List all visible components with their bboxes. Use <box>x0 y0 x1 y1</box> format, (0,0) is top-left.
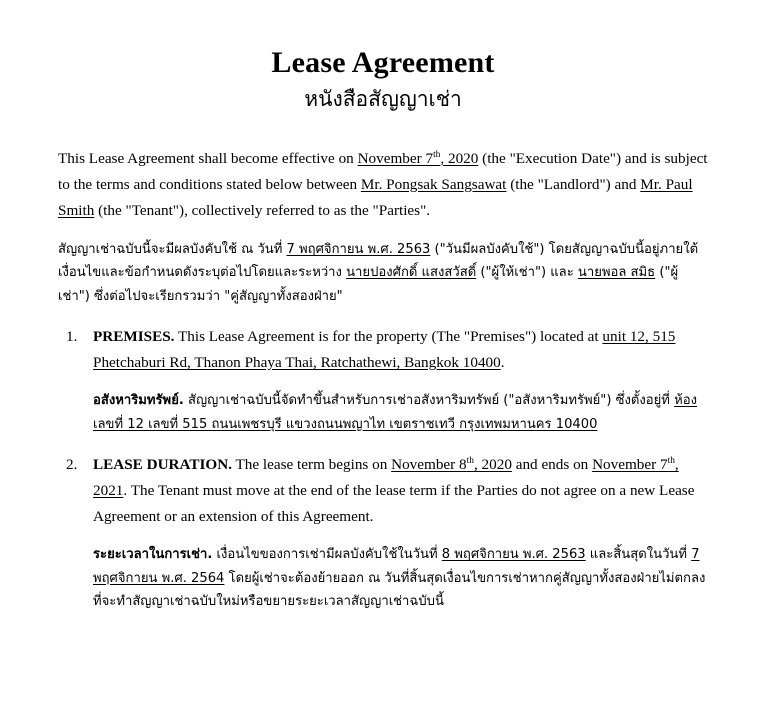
clause-2-paragraph-en <box>93 452 708 530</box>
landlord-name-en: Mr. Pongsak Sangsawat <box>360 175 507 193</box>
clause-1-body-th-1: สัญญาเช่าฉบับนี้จัดทำขึ้นสำหรับการเช่าอสังหาริมทรัพย์ ("อสังหาริมทรัพย์") ซึ่งตั้งอยู่ที่ <box>183 393 675 409</box>
execution-date-year: , 2020 <box>440 149 479 167</box>
lease-start-date-year: , 2020 <box>473 455 512 473</box>
execution-date-ordinal: th <box>433 149 441 160</box>
landlord-name-th: นายปองศักดิ์ แสงสวัสดิ์ <box>346 265 477 281</box>
clause-2-body-th-2: และสิ้นสุดในวันที่ <box>585 547 692 563</box>
clause-1-body-en-2: . <box>500 354 505 372</box>
intro-en-seg3: (the "Landlord") and <box>506 175 641 193</box>
clause-2-paragraph-th <box>93 543 708 613</box>
intro-en-seg4: (the "Tenant"), collectively referred to as the "Parties". <box>94 201 431 219</box>
clause-1-body-en-1: This Lease Agreement is for the property (The "Premises") located at <box>174 328 603 345</box>
clause-2-body-en-1: The lease term begins on <box>231 455 392 473</box>
clause-number-2: 2. <box>66 455 78 473</box>
clause-1-heading-th: อสังหาริมทรัพย์. <box>93 393 184 409</box>
tenant-name-th: นายพอล สมิธ <box>577 265 656 281</box>
clause-2-heading-en: LEASE DURATION. <box>93 455 232 473</box>
lease-end-date-text: November 7 <box>592 455 668 473</box>
tenant-name-en: Mr. Paul Smith <box>58 175 693 219</box>
intro-en-seg2: (the "Execution Date") and is subject to the terms and conditions stated below between <box>58 149 708 193</box>
clause-2-heading-th: ระยะเวลาในการเช่า. <box>93 547 213 563</box>
execution-date-text: November 7 <box>357 149 434 167</box>
clause-number-1: 1. <box>66 328 78 345</box>
page-subtitle-thai: หนังสือสัญญาเช่า <box>304 86 462 111</box>
clause-2-body-en-3: . The Tenant must move at the end of the lease term if the Parties do not agree on a new Lease Agreement or an extension of this Agreement. <box>93 482 695 526</box>
intro-paragraph-en <box>58 146 708 224</box>
clause-1-heading-en: PREMISES. <box>93 328 175 345</box>
intro-paragraph-th <box>58 238 708 308</box>
clause-item-premises <box>58 324 708 436</box>
lease-start-date-th: 8 พฤศจิกายน พ.ศ. 2563 <box>441 547 586 563</box>
intro-th-seg3: ("ผู้ให้เช่า") และ <box>476 265 578 281</box>
lease-start-date-text: November 8 <box>391 455 467 473</box>
clause-2-body-th-1: เงื่อนไขของการเช่ามีผลบังคับใช้ในวันที่ <box>212 547 442 563</box>
clause-item-lease-duration <box>58 452 708 613</box>
clause-2-body-en-2: and ends on <box>511 455 593 473</box>
lease-end-date-th: 7 พฤศจิกายน พ.ศ. 2564 <box>93 547 700 586</box>
lease-end-date-ordinal: th <box>667 455 675 466</box>
clause-1-paragraph-th <box>93 389 708 436</box>
clause-1-paragraph-en <box>93 324 708 376</box>
clause-list <box>58 324 708 613</box>
document-title-block <box>58 46 708 112</box>
lease-end-date-year: , 2021 <box>93 455 679 500</box>
lease-start-date-ordinal: th <box>466 455 474 466</box>
intro-en-seg1: This Lease Agreement shall become effective on <box>58 149 358 167</box>
lease-start-date-en <box>391 456 512 473</box>
intro-th-seg4: ("ผู้เช่า") ซึ่งต่อไปจะเรียกรวมว่า "คู่สัญญาทั้งสองฝ่าย" <box>58 265 679 304</box>
intro-th-seg1: สัญญาเช่าฉบับนี้จะมีผลบังคับใช้ ณ วันที่ <box>58 242 287 258</box>
execution-date-th: 7 พฤศจิกายน พ.ศ. 2563 <box>286 242 431 258</box>
execution-date-en <box>358 150 479 167</box>
premises-address-en: unit 12, 515 Phetchaburi Rd, Thanon Phaya Thai, Ratchathewi, Bangkok 10400 <box>93 328 676 372</box>
premises-address-th: ห้องเลขที่ 12 เลขที่ 515 ถนนเพชรบุรี แขวงถนนพญาไท เขตราชเทวี กรุงเทพมหานคร 10400 <box>93 393 697 432</box>
clause-2-body-th-3: โดยผู้เช่าจะต้องย้ายออก ณ วันที่สิ้นสุดเงื่อนไขการเช่าหากคู่สัญญาทั้งสองฝ่ายไม่ตกลงที่จะทำสัญญาเช่าฉบับใหม่หรือขยายระยะเวลาสัญญาเช่าฉบับนี้ <box>93 570 706 609</box>
page-title: Lease Agreement <box>271 46 495 79</box>
intro-th-seg2: ("วันมีผลบังคับใช้") โดยสัญญาฉบับนี้อยู่ภายใต้เงื่อนไขและข้อกำหนดดังระบุต่อไปโดยและระหว่าง <box>58 242 699 281</box>
